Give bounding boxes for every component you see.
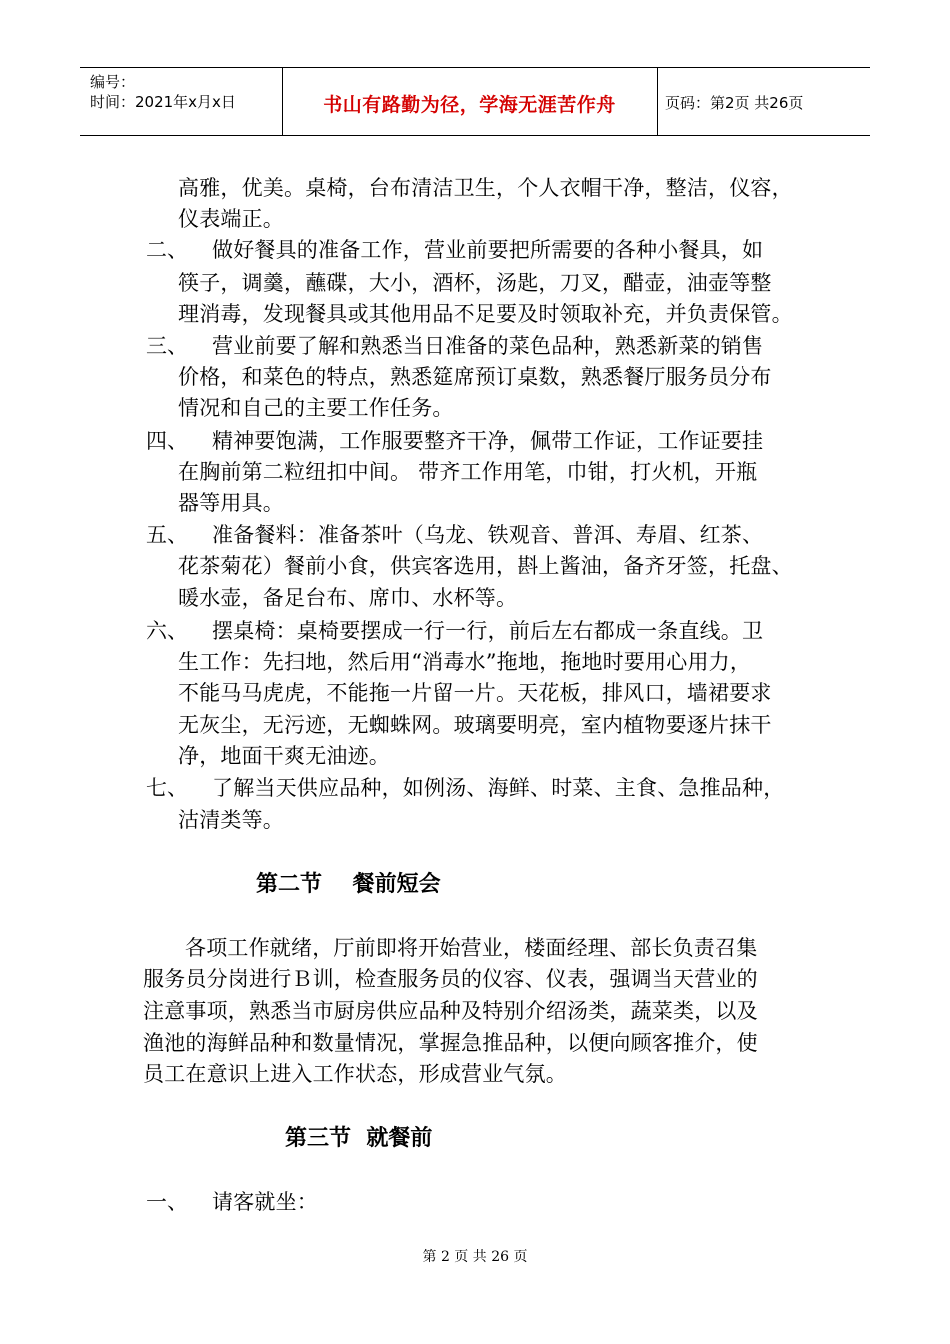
list-item-line: 情况和自己的主要工作任务。	[178, 396, 454, 420]
header-motto: 书山有路勤为径，学海无涯苦作舟	[323, 94, 616, 116]
paragraph-line: 各项工作就绪，厅前即将开始营业，楼面经理、部长负责召集	[185, 936, 758, 960]
date-label: 时间：2021年x月x日	[90, 93, 236, 111]
list-item-line: 了解当天供应品种，如例汤、海鲜、时菜、主食、急推品种，	[212, 776, 785, 800]
list-item-line: 沽清类等。	[178, 808, 284, 832]
list-item-number: 四、	[146, 429, 188, 453]
list-item-line: 净，地面干爽无油迹。	[178, 744, 390, 768]
paragraph-line: 渔池的海鲜品种和数量情况，掌握急推品种，以便向顾客推介，使	[143, 1031, 758, 1055]
list-item-number: 六、	[146, 619, 188, 643]
list-item-line: 价格，和菜色的特点，熟悉筵席预订桌数，熟悉餐厅服务员分布	[178, 365, 772, 389]
list-item-line: 暖水壶，备足台布、席巾、水杯等。	[178, 586, 518, 610]
section-heading: 第三节 就餐前	[285, 1126, 433, 1151]
list-item-number: 五、	[146, 523, 188, 547]
list-item-line: 在胸前第二粒纽扣中间。 带齐工作用笔，巾钳，打火机，开瓶	[178, 460, 758, 484]
list-item-line: 精神要饱满，工作服要整齐干净，佩带工作证，工作证要挂	[212, 429, 764, 453]
list-item-number: 一、	[146, 1190, 188, 1214]
list-item-line: 生工作：先扫地，然后用“消毒水”拖地，拖地时要用心用力，	[178, 650, 752, 674]
paragraph-line: 服务员分岗进行Ｂ训，检查服务员的仪容、仪表，强调当天营业的	[143, 967, 758, 991]
paragraph-line: 员工在意识上进入工作状态，形成营业气氛。	[143, 1062, 567, 1086]
list-item-number: 七、	[146, 776, 188, 800]
list-item-line: 不能马马虎虎，不能拖一片留一片。天花板，排风口，墙裙要求	[178, 681, 772, 705]
list-item-line: 营业前要了解和熟悉当日准备的菜色品种，熟悉新菜的销售	[212, 334, 764, 358]
paragraph-line: 高雅，优美。桌椅，台布清洁卫生，个人衣帽干净，整洁，仪容，	[178, 176, 793, 200]
list-item-number: 三、	[146, 334, 188, 358]
header-meta	[90, 72, 236, 112]
list-item-line: 请客就坐：	[212, 1190, 318, 1214]
page-footer: 第 2 页 共 26 页	[422, 1249, 528, 1265]
header-page-info: 页码：第2页 共26页	[665, 94, 804, 112]
list-item-line: 器等用具。	[178, 491, 284, 515]
list-item-line: 做好餐具的准备工作，营业前要把所需要的各种小餐具，如	[212, 238, 764, 262]
header-divider	[657, 68, 658, 135]
section-heading: 第二节 餐前短会	[256, 872, 441, 897]
document-header	[80, 67, 870, 136]
list-item-line: 筷子，调羹，蘸碟，大小，酒杯，汤匙，刀叉，醋壶，油壶等整	[178, 271, 772, 295]
list-item-line: 理消毒，发现餐具或其他用品不足要及时领取补充，并负责保管。	[178, 302, 793, 326]
serial-label: 编号：	[90, 73, 136, 91]
paragraph-line: 仪表端正。	[178, 207, 284, 231]
list-item-line: 摆桌椅：桌椅要摆成一行一行，前后左右都成一条直线。卫	[212, 619, 764, 643]
list-item-line: 准备餐料：准备茶叶（乌龙、铁观音、普洱、寿眉、红茶、	[212, 523, 764, 547]
list-item-line: 花茶菊花）餐前小食，供宾客选用，斟上酱油，备齐牙签，托盘、	[178, 554, 793, 578]
list-item-number: 二、	[146, 238, 188, 262]
list-item-line: 无灰尘，无污迹，无蜘蛛网。玻璃要明亮，室内植物要逐片抹干	[178, 713, 772, 737]
paragraph-line: 注意事项，熟悉当市厨房供应品种及特别介绍汤类，蔬菜类，以及	[143, 999, 758, 1023]
